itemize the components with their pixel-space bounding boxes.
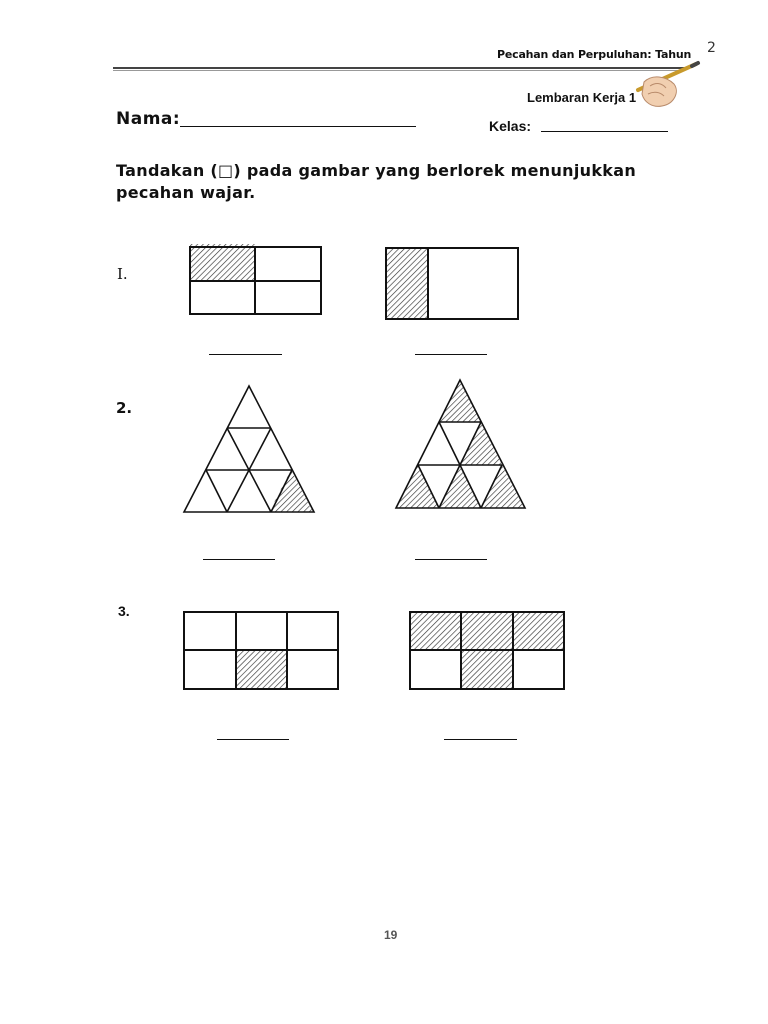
question-1-number: I. <box>117 265 128 283</box>
class-label: Kelas: <box>489 118 532 134</box>
instruction-text: Tandakan (□) pada gambar yang berlorek menunjukkan pecahan wajar. <box>116 161 637 202</box>
name-label: Nama: <box>116 109 181 129</box>
q1-figure-a <box>188 242 324 317</box>
name-field[interactable] <box>180 126 416 127</box>
q3-answer-line-a[interactable] <box>217 739 289 740</box>
q2-answer-line-b[interactable] <box>415 559 487 560</box>
question-3-number: 3. <box>118 603 130 619</box>
hand-pencil-icon <box>630 56 700 112</box>
class-field[interactable] <box>541 131 668 132</box>
question-2-number: 2. <box>116 399 133 417</box>
q1-answer-line-b[interactable] <box>415 354 487 355</box>
q2-figure-a <box>182 384 318 516</box>
q2-answer-line-a[interactable] <box>203 559 275 560</box>
worksheet-label: Lembaran Kerja 1 <box>527 90 637 105</box>
q3-figure-a <box>182 610 341 692</box>
q1-figure-b <box>384 246 522 322</box>
top-page-number: 2 <box>707 40 716 56</box>
header-rule <box>113 67 685 69</box>
q2-figure-b <box>393 378 533 512</box>
page-number: 19 <box>384 928 398 942</box>
q3-figure-b <box>408 610 567 692</box>
header-rule-shadow <box>113 70 685 71</box>
header-title: Pecahan dan Perpuluhan: Tahun <box>497 48 692 61</box>
q3-answer-line-b[interactable] <box>444 739 517 740</box>
q1-answer-line-a[interactable] <box>209 354 282 355</box>
